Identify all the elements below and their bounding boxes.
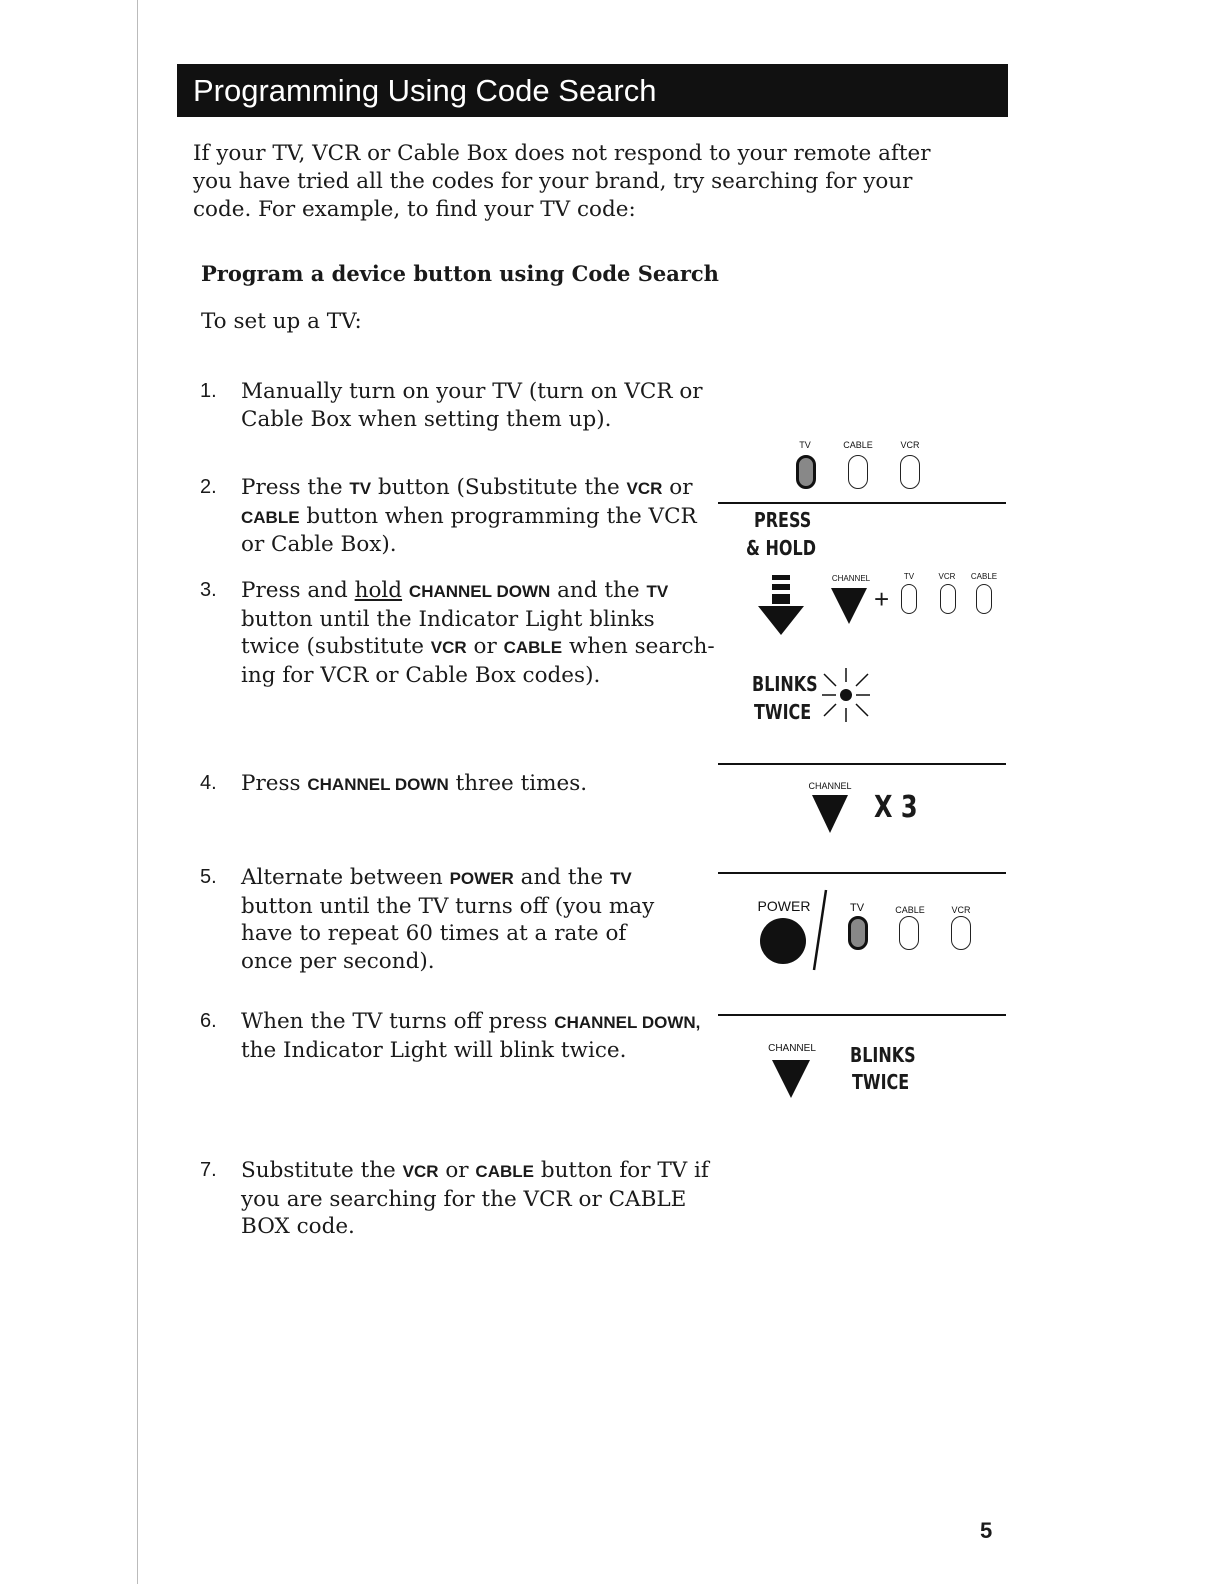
slash-divider [810,888,830,972]
step-line [241,1213,709,1241]
vcr-label: VCR [938,572,956,581]
step-line [241,662,715,690]
text-run: or [466,634,504,660]
button-name: CHANNEL DOWN, [554,1013,701,1032]
text-run: ing for VCR or Cable Box codes). [241,662,601,688]
channel-label: CHANNEL [808,781,852,791]
power-button-icon [760,918,806,964]
channel-label: CHANNEL [831,574,871,583]
step-line [241,1157,709,1186]
tv-label: TV [799,440,811,450]
step-line [241,1037,700,1065]
cable-label: CABLE [970,572,998,581]
text-run: Substitute the [241,1158,403,1183]
divider [718,502,1006,504]
indicator-light-icon [818,666,874,724]
divider [718,1014,1006,1016]
cable-button-icon [899,916,919,950]
power-label: POWER [757,898,811,914]
step-line [241,633,715,662]
text-run: or Cable Box). [241,532,397,558]
text-run: Press and [241,578,355,603]
step-number: 4. [200,772,217,794]
step-number: 3. [200,579,217,601]
step-text [241,864,654,975]
button-name: TV [609,869,632,888]
blinks-label: BLINKS [850,1043,916,1067]
tv-button-icon [848,916,868,950]
setup-label: To set up a TV: [201,309,362,334]
text-run: when search- [562,634,715,660]
button-name: CABLE [241,507,300,527]
text-run: once per second). [241,948,435,974]
text-run: When the TV turns off press [241,1009,555,1034]
button-name: POWER [449,869,514,888]
button-name: VCR [626,479,663,498]
page-number: 5 [980,1518,993,1543]
step-line [241,1008,700,1037]
step-line [241,1186,709,1214]
cable-label: CABLE [895,905,925,915]
down-arrow-icon [756,575,806,637]
channel-down-icon [812,795,848,833]
tv-button-icon [901,584,917,614]
step-line [241,474,697,503]
step-line [241,948,654,976]
tv-button-icon [796,455,816,489]
cable-label: CABLE [843,440,873,450]
step-text [241,378,703,433]
divider [718,763,1006,765]
text-run: or [662,475,693,500]
step-number: 7. [200,1159,217,1181]
vcr-button-icon [900,455,920,489]
step-text [241,770,587,799]
cable-button-icon [976,584,992,614]
channel-label: CHANNEL [768,1043,816,1054]
vcr-button-icon [940,584,956,614]
text-run: you are searching for the VCR or CABLE [241,1186,687,1212]
text-run: button for TV if [533,1158,709,1183]
step-line [241,577,715,606]
text-run: Press the [241,475,350,500]
step-line [241,503,697,532]
step-number: 1. [200,380,217,402]
button-name: CHANNEL DOWN [408,582,551,601]
text-run: button when programming the VCR [299,503,697,529]
press-label: PRESS [754,508,812,532]
step-line [241,378,703,406]
twice-label: TWICE [852,1070,910,1094]
intro-paragraph: If your TV, VCR or Cable Box does not respond to your remote after you have tried all the codes for your brand, try searching for your code. For example, to find your TV code: [193,141,931,222]
cable-button-icon [848,455,868,489]
step-text [241,474,697,559]
step-line [241,531,697,559]
step-line [241,920,654,948]
step-text [241,1008,700,1064]
button-name: VCR [430,638,467,658]
text-run: Manually turn on your TV (turn on VCR or [241,379,703,404]
text-run: and the [550,578,647,603]
step-line [241,606,715,634]
text-run: Alternate between [241,865,450,890]
divider [718,872,1006,874]
text-run: hold [354,578,403,603]
tv-label: TV [903,572,915,581]
text-run: Cable Box when setting them up). [241,406,612,432]
button-name: CABLE [503,638,563,658]
scan-margin-line [137,0,138,1584]
hold-label: & HOLD [746,536,816,560]
step-number: 5. [200,866,217,888]
text-run: button until the TV turns off (you may [241,893,655,919]
text-run: have to repeat 60 times at a rate of [241,921,627,947]
section-heading: Program a device button using Code Search [201,261,719,286]
step-number: 2. [200,476,217,498]
text-run: BOX code. [241,1214,355,1240]
button-name: CHANNEL DOWN [307,775,449,794]
step-text [241,577,715,689]
text-run: Press [241,771,308,796]
plus-sign: + [874,584,890,614]
text-run: button until the Indicator Light blinks [241,606,655,632]
step-line [241,770,587,799]
repeat-count: X 3 [874,790,918,825]
button-name: TV [646,582,669,601]
button-name: VCR [402,1162,439,1181]
step-line [241,893,654,921]
text-run [402,578,409,603]
step-line [241,406,703,434]
text-run: button (Substitute the [371,475,627,500]
channel-down-icon [772,1060,810,1098]
twice-label: TWICE [754,700,812,724]
vcr-label: VCR [951,905,971,915]
tv-label: TV [849,902,865,914]
step-number: 6. [200,1010,217,1032]
channel-down-icon [831,588,867,624]
text-run: and the [513,865,610,890]
step-line [241,864,654,893]
button-name: CABLE [475,1162,534,1181]
step-text [241,1157,709,1241]
text-run: twice (substitute [241,634,431,660]
text-run: three times. [448,771,588,796]
text-run: or [438,1158,476,1183]
vcr-button-icon [951,916,971,950]
button-name: TV [349,479,372,498]
vcr-label: VCR [900,440,920,450]
blinks-label: BLINKS [752,672,818,696]
page-title: Programming Using Code Search [177,64,1008,117]
text-run: the Indicator Light will blink twice. [241,1037,627,1063]
